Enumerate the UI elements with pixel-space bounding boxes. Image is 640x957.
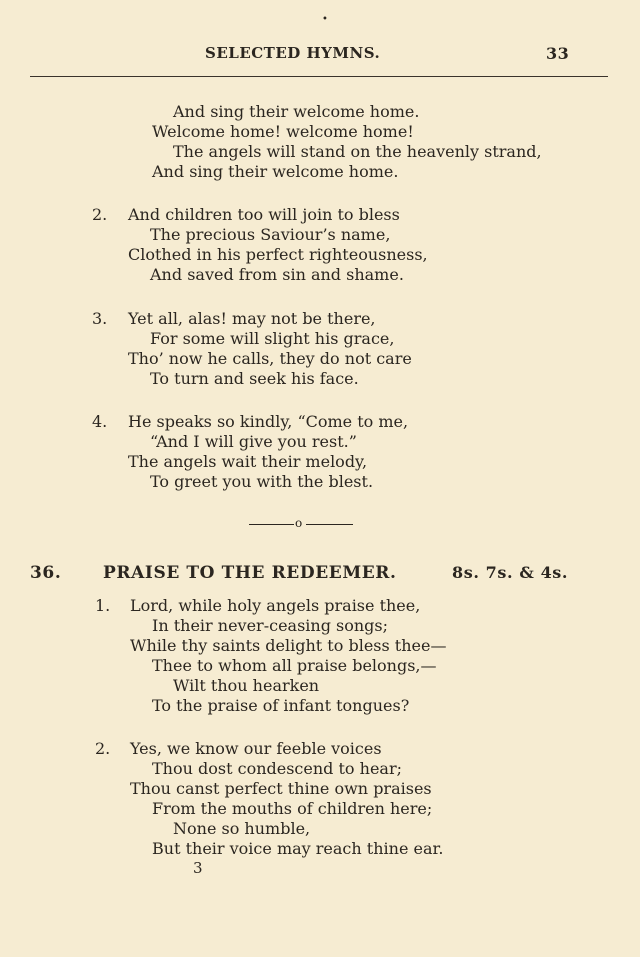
header-dot: • xyxy=(322,14,328,25)
verse-line: “And I will give you rest.” xyxy=(150,432,357,451)
verse-line: Tho’ now he calls, they do not care xyxy=(128,349,412,368)
verse-line: The precious Saviour’s name, xyxy=(150,225,391,244)
verse-line: From the mouths of children here; xyxy=(152,799,433,818)
verse-line: In their never-ceasing songs; xyxy=(152,616,389,635)
verse-line: He speaks so kindly, “Come to me, xyxy=(128,412,409,431)
verse-line: Yet all, alas! may not be there, xyxy=(128,309,376,328)
hymn-number: 36. xyxy=(30,563,62,583)
verse-line: To greet you with the blest. xyxy=(150,472,374,491)
chorus-line: The angels will stand on the heavenly strand, xyxy=(173,142,542,161)
verse-line: Yes, we know our feeble voices xyxy=(130,739,382,758)
verse-line: Thou canst perfect thine own praises xyxy=(130,779,432,798)
separator-rule-right xyxy=(306,524,353,525)
verse-line: Clothed in his perfect righteousness, xyxy=(128,245,428,264)
verse-number: 3. xyxy=(92,309,108,328)
separator-rule-left xyxy=(249,524,294,525)
chorus-line: And sing their welcome home. xyxy=(152,162,399,181)
verse-line: And children too will join to bless xyxy=(128,205,400,224)
verse-line: Wilt thou hearken xyxy=(173,676,320,695)
chorus-line: And sing their welcome home. xyxy=(173,102,420,121)
verse-line: For some will slight his grace, xyxy=(150,329,395,348)
header-rule xyxy=(30,76,608,77)
verse-number: 1. xyxy=(95,596,111,615)
separator-ornament: o xyxy=(295,516,303,530)
verse-line: To turn and seek his face. xyxy=(150,369,359,388)
verse-line: Thou dost condescend to hear; xyxy=(152,759,402,778)
verse-number: 2. xyxy=(92,205,108,224)
verse-number: 2. xyxy=(95,739,111,758)
hymn-meter: 8s. 7s. & 4s. xyxy=(452,563,569,582)
verse-line: Lord, while holy angels praise thee, xyxy=(130,596,421,615)
running-title: SELECTED HYMNS. xyxy=(205,44,381,62)
verse-line: None so humble, xyxy=(173,819,311,838)
verse-line: The angels wait their melody, xyxy=(128,452,368,471)
verse-line: But their voice may reach thine ear. xyxy=(152,839,444,858)
chorus-line: Welcome home! welcome home! xyxy=(152,122,414,141)
signature-mark: 3 xyxy=(193,859,203,877)
page-number: 33 xyxy=(546,44,570,63)
verse-line: And saved from sin and shame. xyxy=(150,265,404,284)
hymn-title: PRAISE TO THE REDEEMER. xyxy=(103,563,397,583)
verse-number: 4. xyxy=(92,412,108,431)
verse-line: Thee to whom all praise belongs,— xyxy=(152,656,437,675)
verse-line: To the praise of infant tongues? xyxy=(152,696,410,715)
verse-line: While thy saints delight to bless thee— xyxy=(130,636,447,655)
